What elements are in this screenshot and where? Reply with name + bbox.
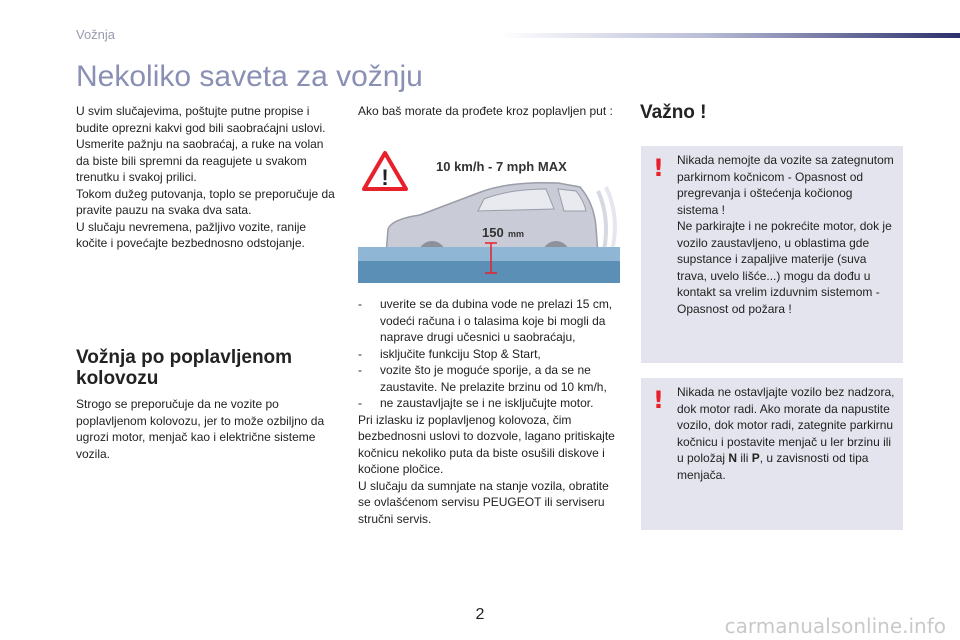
warning-paragraph: Nikada nemojte da vozite sa zategnutom parkirnom kočnicom - Opasnost od pregrevanja i oštećenja kočionog sistema ! [677, 153, 894, 217]
list-item [358, 362, 622, 395]
middle-intro [358, 103, 620, 120]
header-rule [500, 33, 960, 38]
flood-bullets [358, 296, 622, 527]
flood-heading: Vožnja po poplavljenom kolovozu [76, 347, 293, 389]
svg-text:!: ! [381, 165, 389, 190]
flood-paragraph: Strogo se preporučuje da ne vozite po poplavljenom kolovozu, jer to može ozbiljno da ugrozi motor, menjač kao i električne sisteme vozila. [76, 397, 325, 461]
watermark: carmanualsonline.info [724, 614, 946, 638]
depth-unit: mm [508, 229, 525, 239]
bullet-text: vozite što je moguće sporije, a da se ne zaustavite. Ne prelazite brzinu od 10 km/h, [380, 363, 607, 394]
bullet-text: isključite funkciju Stop & Start, [380, 346, 541, 361]
page-number: 2 [475, 606, 485, 623]
intro-paragraph: U svim slučajevima, poštujte putne propise i budite oprezni kakvi god bili saobraćajni uslovi. [76, 104, 326, 135]
ground [358, 261, 620, 283]
header-section-label: Vožnja [76, 27, 116, 42]
middle-intro-text: Ako baš morate da prođete kroz poplavljen put : [358, 104, 613, 118]
intro-paragraph: Usmerite pažnju na saobraćaj, a ruke na volan da biste bili spremni da reagujete u svakom trenutku i svakoj prilici. [76, 137, 324, 184]
left-intro [76, 103, 338, 252]
intro-paragraph: U slučaju nevremena, pažljivo vozite, ranije kočite i povećajte bezbednosno odstojanje. [76, 219, 307, 250]
water-surface [358, 247, 620, 261]
bullet-dash: - [358, 396, 362, 410]
bullet-dash: - [358, 363, 362, 377]
gear-n: N [728, 451, 738, 465]
page-title: Nekoliko saveta za vožnju [76, 60, 423, 93]
closing-paragraph: U slučaju da sumnjate na stanje vozila, obratite se ovlašćenom servisu PEUGEOT ili serviseru stručni servis. [358, 478, 609, 526]
bullet-text: uverite se da dubina vode ne prelazi 15 cm, vodeći računa i o talasima koje bi mogli da naprave drugi učesnici u saobraćaju, [380, 297, 613, 344]
flood-text [76, 396, 338, 462]
bullet-text: ne zaustavljajte se i ne isključujte motor. [380, 396, 594, 410]
important-heading: Važno ! [640, 102, 707, 123]
intro-paragraph: Tokom dužeg putovanja, toplo se preporučuje da pravite pauzu na svaka dva sata. [76, 186, 335, 217]
flood-illustration [358, 147, 620, 283]
warning-text-before: Nikada ne ostavljajte vozilo bez nadzora, dok motor radi. Ako morate da napustite vozilo, dok motor radi, zategnite parkirnu kočnicu i postavite menjač u ler brzinu ili u položaj [677, 385, 895, 465]
warning-box-1 [641, 146, 903, 363]
gear-p: P [751, 451, 760, 465]
warning-text-after: , u zavisnosti od tipa menjača. [677, 451, 869, 482]
warning-box-2 [641, 378, 903, 530]
list-item [358, 395, 622, 412]
bullet-dash: - [358, 346, 362, 361]
list-item [358, 346, 622, 363]
closing-paragraph: Pri izlasku iz poplavljenog kolovoza, čim bezbednosni uslovi to dozvole, lagano pritiskajte kočnicu nekoliko puta da biste osušili diskove i kočione pločice. [358, 412, 615, 476]
bullet-dash: - [358, 297, 362, 311]
list-item [358, 296, 622, 346]
speed-label: 10 km/h - 7 mph MAX [436, 159, 567, 174]
warning-text-2 [677, 384, 895, 483]
exclamation-icon: ! [653, 154, 664, 182]
warning-text-or: ili [737, 451, 752, 465]
warning-paragraph: Ne parkirajte i ne pokrećite motor, dok je vozilo zaustavljeno, u oblastima gde supstance i zapaljive materije (suva trava, uvelo lišće...) mogu da dođu u kontakt sa vrelim izduvnim sistemom - Opasnost od požara ! [677, 219, 892, 316]
depth-value: 150 [482, 225, 504, 240]
exclamation-icon: ! [653, 386, 664, 414]
warning-text-1 [677, 152, 895, 317]
